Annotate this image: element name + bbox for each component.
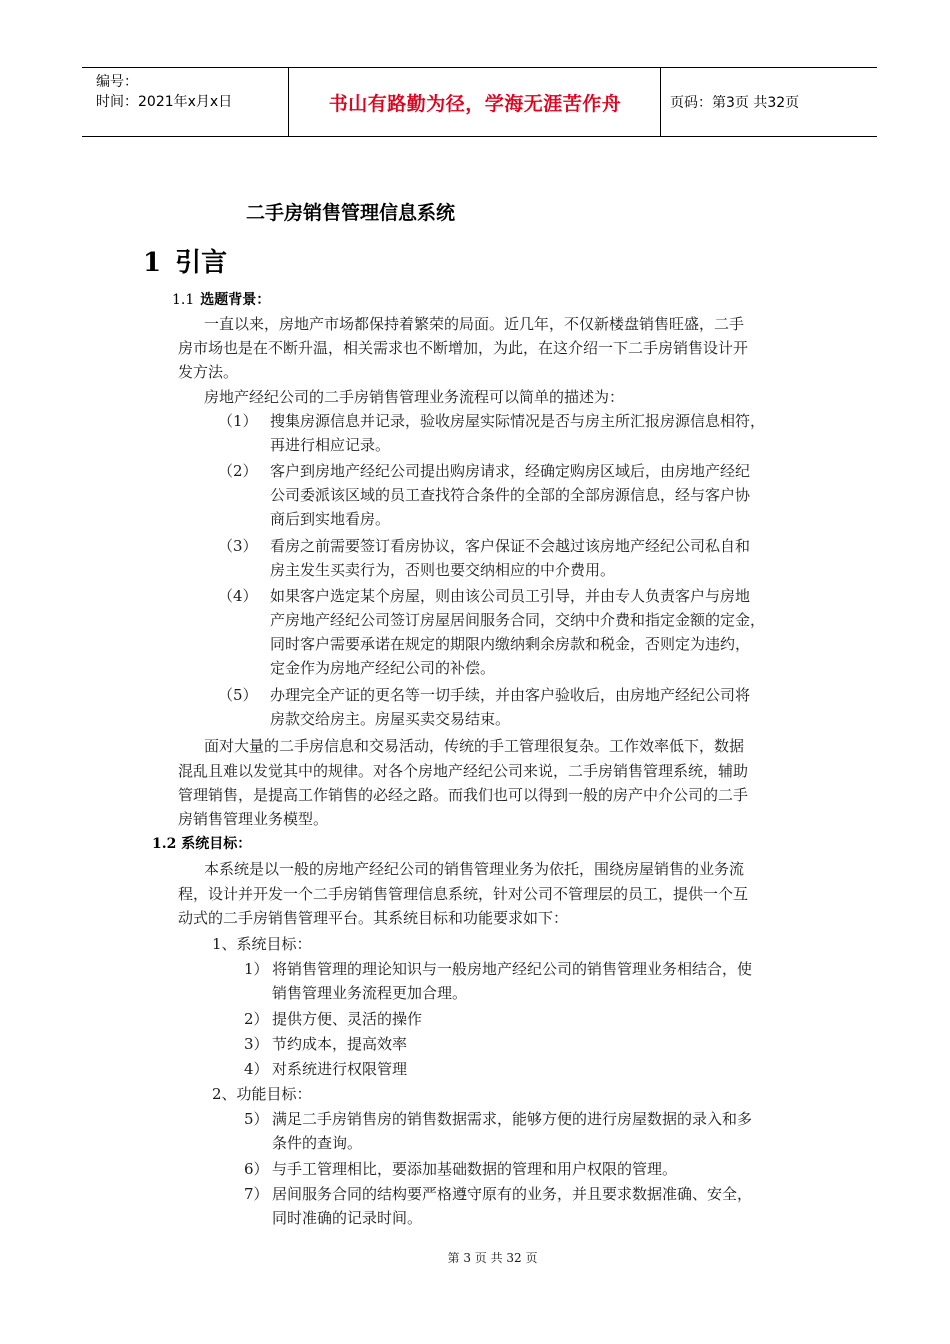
paragraph-line: 管理销售，是提高工作销售的必经之路。而我们也可以得到一般的房产中介公司的二手 [178, 786, 749, 804]
step-line: 产房地产经纪公司签订房屋居间服务合同，交纳中介费和指定金额的定金， [270, 611, 766, 629]
paragraph-line: 面对大量的二手房信息和交易活动，传统的手工管理很复杂。工作效率低下，数据 [204, 737, 745, 755]
item-line: 条件的查询。 [272, 1134, 363, 1152]
paragraph-line: 房地产经纪公司的二手房销售管理业务流程可以简单的描述为： [204, 388, 625, 406]
subsection-heading: 1.2 系统目标： [152, 836, 252, 852]
step-line: 房款交给房主。房屋买卖交易结束。 [270, 710, 511, 728]
item-line: 居间服务合同的结构要严格遵守原有的业务，并且要求数据准确、安全， [272, 1185, 753, 1203]
step-line: 房主发生买卖行为，否则也要交纳相应的中介费用。 [270, 561, 616, 579]
document-title: 二手房销售管理信息系统 [246, 202, 456, 224]
step-line: 看房之前需要签订看房协议，客户保证不会越过该房地产经纪公司私自和 [270, 537, 751, 555]
step-line: 定金作为房地产经纪公司的补偿。 [270, 659, 496, 677]
step-marker: （4） [218, 587, 258, 605]
step-line: 商后到实地看房。 [270, 510, 391, 528]
paragraph-line: 房市场也是在不断升温，相关需求也不断增加，为此，在这介绍一下二手房销售设计开 [178, 339, 749, 357]
item-line: 节约成本，提高效率 [272, 1035, 408, 1053]
paragraph-line: 本系统是以一般的房地产经纪公司的销售管理业务为依托，围绕房屋销售的业务流 [204, 860, 745, 878]
subsection-number: 1.1 [172, 292, 195, 308]
item-marker: 2） [244, 1010, 269, 1028]
section-title: 引言 [175, 248, 228, 278]
item-line: 满足二手房销售房的销售数据需求，能够方便的进行房屋数据的录入和多 [272, 1110, 753, 1128]
paragraph-line: 程，设计并开发一个二手房销售管理信息系统，针对公司不管理层的员工，提供一个互 [178, 885, 749, 903]
number-label: 编号： [96, 74, 138, 90]
step-line: 再进行相应记录。 [270, 436, 391, 454]
item-marker: 3） [244, 1035, 269, 1053]
step-marker: （3） [218, 537, 258, 555]
item-line: 对系统进行权限管理 [272, 1060, 408, 1078]
item-marker: 1） [244, 960, 269, 978]
step-line: 同时客户需要承诺在规定的期限内缴纳剩余房款和税金，否则定为违约， [270, 635, 751, 653]
header-page-info: 页码：第3页 共32页 [670, 95, 800, 111]
step-marker: （5） [218, 686, 258, 704]
paragraph-line: 动式的二手房销售管理平台。其系统目标和功能要求如下： [178, 909, 569, 927]
step-marker: （2） [218, 462, 258, 480]
list-heading: 2、功能目标： [212, 1085, 312, 1103]
step-line: 搜集房源信息并记录，验收房屋实际情况是否与房主所汇报房源信息相符， [270, 412, 766, 430]
item-marker: 4） [244, 1060, 269, 1078]
paragraph-line: 发方法。 [178, 363, 239, 381]
header-motto: 书山有路勤为径，学海无涯苦作舟 [328, 93, 622, 115]
step-line: 客户到房地产经纪公司提出购房请求，经确定购房区域后，由房地产经纪 [270, 462, 751, 480]
section-number: 1 [143, 248, 162, 278]
item-marker: 6） [244, 1160, 269, 1178]
section-heading [143, 242, 227, 279]
paragraph-line: 混乱且难以发觉其中的规律。对各个房地产经纪公司来说，二手房销售管理系统，辅助 [178, 762, 749, 780]
subsection-title: 选题背景： [200, 292, 271, 308]
item-line: 同时准确的记录时间。 [272, 1209, 423, 1227]
item-marker: 7） [244, 1185, 269, 1203]
paragraph-line: 房销售管理业务模型。 [178, 810, 329, 828]
item-line: 销售管理业务流程更加合理。 [272, 984, 468, 1002]
step-marker: （1） [218, 412, 258, 430]
page-header [82, 67, 877, 137]
item-marker: 5） [244, 1110, 269, 1128]
step-line: 办理完全产证的更名等一切手续，并由客户验收后，由房地产经纪公司将 [270, 686, 751, 704]
header-meta [96, 72, 232, 112]
step-line: 如果客户选定某个房屋，则由该公司员工引导，并由专人负责客户与房地 [270, 587, 751, 605]
paragraph-line: 一直以来，房地产市场都保持着繁荣的局面。近几年，不仅新楼盘销售旺盛，二手 [204, 315, 745, 333]
item-line: 提供方便、灵活的操作 [272, 1010, 423, 1028]
date-line: 时间：2021年x月x日 [96, 94, 233, 110]
step-line: 公司委派该区域的员工查找符合条件的全部的全部房源信息，经与客户协 [270, 486, 751, 504]
page-footer: 第 3 页 共 32 页 [447, 1251, 538, 1265]
item-line: 与手工管理相比，要添加基础数据的管理和用户权限的管理。 [272, 1160, 678, 1178]
list-heading: 1、系统目标： [212, 935, 312, 953]
subsection-heading [172, 289, 270, 309]
item-line: 将销售管理的理论知识与一般房地产经纪公司的销售管理业务相结合，使 [272, 960, 753, 978]
